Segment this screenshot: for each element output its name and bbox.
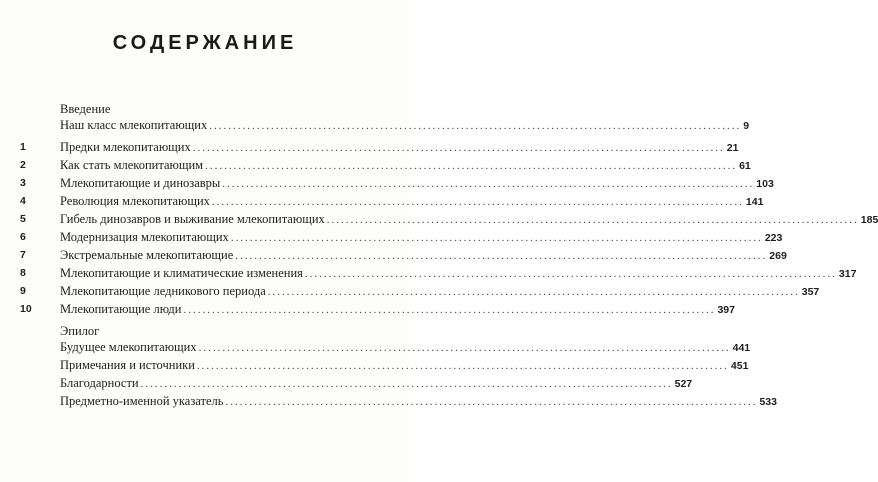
- toc-page-number: 527: [674, 378, 693, 390]
- chapter-number: 5: [20, 213, 26, 225]
- toc-page-number: 141: [745, 196, 764, 208]
- toc-page-number: 317: [838, 268, 857, 280]
- toc-entry-epilogue-4[interactable]: [0, 392, 777, 410]
- toc-row: [60, 264, 857, 283]
- epilogue-heading: Эпилог: [60, 324, 100, 338]
- intro-heading: Введение: [60, 102, 111, 116]
- chapter-number: 9: [20, 285, 26, 297]
- toc-page-number: 61: [739, 160, 751, 172]
- leader-dots: ................................................................................................................: [230, 232, 763, 244]
- toc-row: [60, 246, 787, 265]
- toc-entry-chapter-3[interactable]: [0, 174, 774, 192]
- toc-label: Будущее млекопитающих: [60, 340, 197, 354]
- toc-page-number: 9: [743, 120, 750, 132]
- toc-row: [60, 174, 774, 193]
- toc-page-number: 103: [756, 178, 774, 190]
- leader-dots: ................................................................................................................: [225, 396, 758, 408]
- toc-entry-intro[interactable]: [0, 116, 750, 134]
- toc-page-number: 441: [732, 342, 751, 354]
- leader-dots: ................................................................................................................: [209, 120, 742, 132]
- toc-page-number: 397: [717, 304, 735, 316]
- chapter-number: 2: [20, 159, 26, 171]
- toc-row: [60, 192, 764, 211]
- leader-dots: ................................................................................................................: [235, 250, 768, 262]
- toc-row: [60, 356, 749, 375]
- toc-entry-epilogue-1[interactable]: [0, 338, 751, 356]
- toc-row: [60, 228, 783, 247]
- toc-entry-epilogue-3[interactable]: [0, 374, 693, 392]
- toc-entry-chapter-7[interactable]: [0, 246, 787, 264]
- chapter-number: 10: [20, 303, 32, 315]
- leader-dots: ................................................................................................................: [198, 342, 731, 354]
- leader-dots: ................................................................................................................: [205, 160, 738, 172]
- chapter-number: 3: [20, 177, 26, 189]
- toc-page-number: 533: [759, 396, 777, 408]
- toc-label: Революция млекопитающих: [60, 194, 210, 208]
- toc-label: Предки млекопитающих: [60, 140, 191, 154]
- toc-label: Экстремальные млекопитающие: [60, 248, 234, 262]
- toc-entry-epilogue-2[interactable]: [0, 356, 749, 374]
- leader-dots: ................................................................................................................: [140, 378, 673, 390]
- leader-dots: ................................................................................................................: [211, 196, 744, 208]
- toc-entry-chapter-1[interactable]: [0, 138, 739, 156]
- page-title: СОДЕРЖАНИЕ: [112, 32, 298, 54]
- toc-label: Модернизация млекопитающих: [60, 230, 229, 244]
- toc-row: [60, 138, 739, 157]
- toc-row: [60, 392, 777, 411]
- toc-entry-chapter-8[interactable]: [0, 264, 857, 282]
- toc-entry-chapter-5[interactable]: [0, 210, 878, 228]
- toc-label: Как стать млекопитающим: [60, 158, 204, 172]
- toc-entry-chapter-9[interactable]: [0, 282, 820, 300]
- toc-label: Примечания и источники: [60, 358, 195, 372]
- toc-row: [60, 156, 751, 175]
- chapter-number: 6: [20, 231, 26, 243]
- leader-dots: ................................................................................................................: [196, 360, 729, 372]
- leader-dots: ................................................................................................................: [192, 142, 725, 154]
- chapter-number: 4: [20, 195, 26, 207]
- chapter-number: 1: [20, 141, 26, 153]
- toc-row: [60, 338, 751, 357]
- toc-label: Млекопитающие и климатические изменения: [60, 266, 303, 280]
- toc-row: [60, 282, 820, 301]
- chapter-number: 7: [20, 249, 26, 261]
- toc-page-number: 269: [769, 250, 787, 262]
- toc-label: Гибель динозавров и выживание млекопитающих: [60, 212, 325, 226]
- toc-entry-chapter-2[interactable]: [0, 156, 751, 174]
- leader-dots: ................................................................................................................: [183, 304, 716, 316]
- toc-label: Млекопитающие ледникового периода: [60, 284, 266, 298]
- toc-label: Млекопитающие и динозавры: [60, 176, 221, 190]
- toc-entry-chapter-6[interactable]: [0, 228, 783, 246]
- leader-dots: ................................................................................................................: [222, 178, 755, 190]
- toc-row: [60, 374, 693, 393]
- toc-page-number: 357: [801, 286, 820, 298]
- toc-label: Предметно-именной указатель: [60, 394, 224, 408]
- toc-row: [60, 300, 735, 319]
- leader-dots: ................................................................................................................: [267, 286, 800, 298]
- toc-label: Наш класс млекопитающих: [60, 118, 208, 132]
- leader-dots: ................................................................................................................: [304, 268, 837, 280]
- toc-entry-chapter-10[interactable]: [0, 300, 735, 318]
- toc-page-number: 21: [726, 142, 739, 154]
- toc-row: [60, 116, 750, 135]
- toc-label: Млекопитающие люди: [60, 302, 182, 316]
- toc-page-number: 451: [730, 360, 749, 372]
- toc-page-number: 223: [764, 232, 783, 244]
- chapter-number: 8: [20, 267, 26, 279]
- toc-row: [60, 210, 878, 229]
- leader-dots: ................................................................................................................: [326, 214, 859, 226]
- toc-label: Благодарности: [60, 376, 139, 390]
- toc-entry-chapter-4[interactable]: [0, 192, 764, 210]
- toc-page-number: 185: [860, 214, 878, 226]
